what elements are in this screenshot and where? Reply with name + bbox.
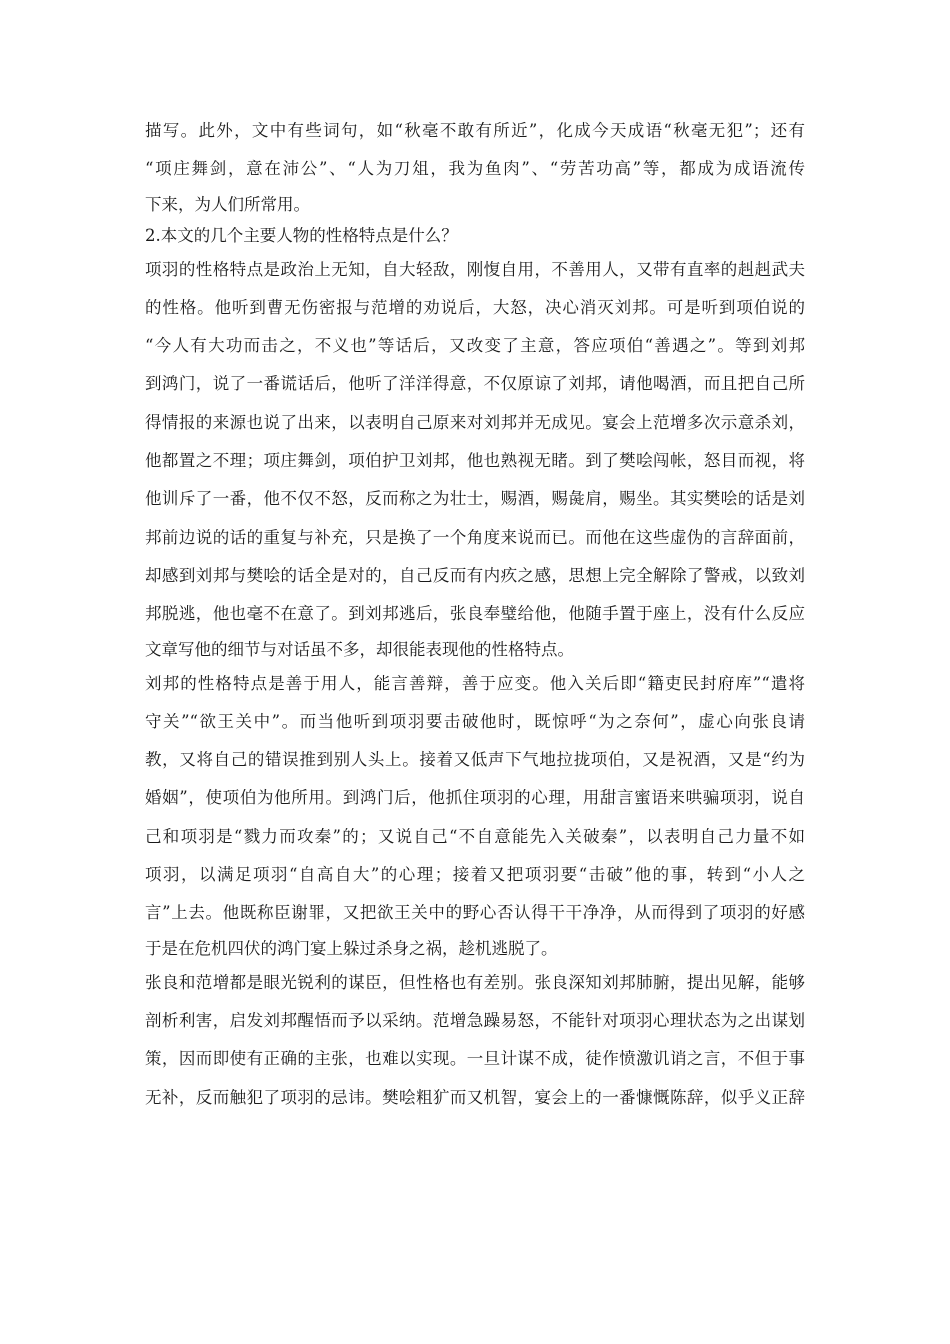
text-line: 言”上去。他既称臣谢罪，又把欲王关中的野心否认得干干净净，从而得到了项羽的好感	[145, 903, 805, 923]
text-line: 到鸿门，说了一番谎话后，他听了洋洋得意，不仅原谅了刘邦，请他喝酒，而且把自己所	[145, 374, 805, 394]
text-line: 文章写他的细节与对话虽不多，却很能表现他的性格特点。	[145, 639, 574, 659]
text-line: 却感到刘邦与樊哙的话全是对的，自己反而有内疚之感，思想上完全解除了警戒，以致刘	[145, 565, 805, 585]
question-heading: 2.本文的几个主要人物的性格特点是什么？	[145, 225, 458, 245]
text-line: 于是在危机四伏的鸿门宴上躲过杀身之祸，趁机逃脱了。	[145, 938, 558, 958]
document-page	[145, 112, 805, 1117]
text-line: 他都置之不理；项庄舞剑，项伯护卫刘邦，他也熟视无睹。到了樊哙闯帐，怒目而视，将	[145, 451, 805, 471]
text-line: 邦脱逃，他也毫不在意了。到刘邦逃后，张良奉璧给他，他随手置于座上，没有什么反应	[145, 604, 805, 624]
text-line: 剖析利害，启发刘邦醒悟而予以采纳。范增急躁易怒，不能针对项羽心理状态为之出谋划	[145, 1010, 805, 1030]
text-line: “项庄舞剑，意在沛公”、“人为刀俎，我为鱼肉”、“劳苦功高”等，都成为成语流传	[145, 159, 805, 179]
text-line: 项羽，以满足项羽“自高自大”的心理；接着又把项羽要“击破”他的事，转到“小人之	[145, 865, 805, 885]
text-line: 下来，为人们所常用。	[145, 194, 310, 214]
text-line: 项羽的性格特点是政治上无知，自大轻敌，刚愎自用，不善用人，又带有直率的赳赳武夫	[145, 259, 805, 279]
text-line: 张良和范增都是眼光锐利的谋臣，但性格也有差别。张良深知刘邦肺腑，提出见解，能够	[145, 972, 805, 992]
text-line: 无补，反而触犯了项羽的忌讳。樊哙粗犷而又机智，宴会上的一番慷慨陈辞，似乎义正辞	[145, 1087, 805, 1107]
text-line: 婚姻”，使项伯为他所用。到鸿门后，他抓住项羽的心理，用甜言蜜语来哄骗项羽，说自	[145, 788, 805, 808]
text-line: 的性格。他听到曹无伤密报与范增的劝说后，大怒，决心消灭刘邦。可是听到项伯说的	[145, 297, 805, 317]
text-line: 教，又将自己的错误推到别人头上。接着又低声下气地拉拢项伯，又是祝酒，又是“约为	[145, 750, 805, 770]
text-line: 他训斥了一番，他不仅不怒，反而称之为壮士，赐酒，赐彘肩，赐坐。其实樊哙的话是刘	[145, 489, 805, 509]
text-line: “今人有大功而击之，不义也”等话后，又改变了主意，答应项伯“善遇之”。等到刘邦	[145, 336, 805, 356]
text-line: 己和项羽是“戮力而攻秦”的；又说自己“不自意能先入关破秦”，以表明自己力量不如	[145, 826, 805, 846]
text-line: 邦前边说的话的重复与补充，只是换了一个角度来说而已。而他在这些虚伪的言辞面前，	[145, 527, 805, 547]
text-line: 得情报的来源也说了出来，以表明自己原来对刘邦并无成见。宴会上范增多次示意杀刘，	[145, 412, 805, 432]
text-line: 刘邦的性格特点是善于用人，能言善辩，善于应变。他入关后即“籍吏民封府库”“遣将	[145, 673, 805, 693]
text-line: 描写。此外，文中有些词句，如“秋毫不敢有所近”，化成今天成语“秋毫无犯”；还有	[145, 121, 805, 140]
text-line: 策，因而即使有正确的主张，也难以实现。一旦计谋不成，徒作愤激讥诮之言，不但于事	[145, 1049, 805, 1069]
text-line: 守关”“欲王关中”。而当他听到项羽要击破他时，既惊呼“为之奈何”，虚心向张良请	[145, 711, 805, 731]
